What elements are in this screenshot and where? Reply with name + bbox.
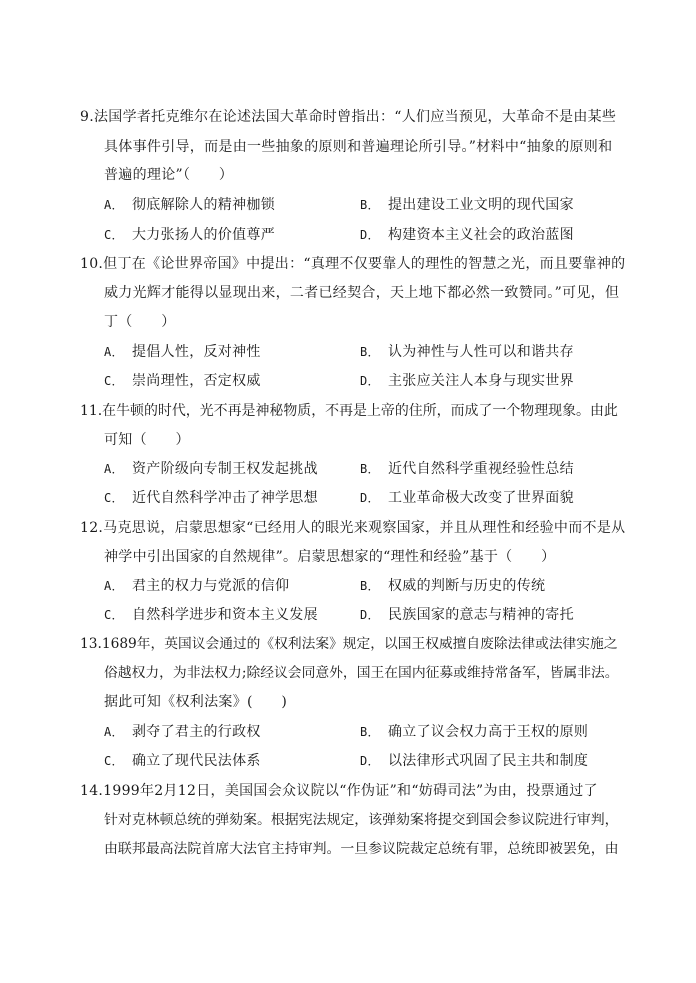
option-text: 工业革命极大改变了世界面貌 [388,490,574,506]
option-9-c [104,225,275,245]
option-9-b [360,195,574,215]
option-key: B． [360,345,380,359]
question-13-line-2: 俗越权力，为非法权力;除经议会同意外，国王在国内征募或维持常备军，皆属非法。 [104,665,619,681]
option-key: A． [104,462,124,476]
question-text: 但丁在《论世界帝国》中提出：“真理不仅要靠人的理性的智慧之光，而且要靠神的 [103,256,626,272]
question-11-line-1 [80,401,618,421]
option-text: 近代自然科学重视经验性总结 [388,461,574,477]
question-9-line-2: 具体事件引导，而是由一些抽象的原则和普遍理论所引导。”材料中“抽象的原则和 [104,139,613,155]
question-number: 10. [80,256,104,272]
option-key: B． [360,462,380,476]
option-13-b [360,722,588,742]
option-key: D． [360,228,380,242]
question-14-line-2: 针对克林顿总统的弹劾案。根据宪法规定，该弹劾案将提交到国会参议院进行审判， [104,812,619,828]
question-10-line-3: 丁（ ） [104,314,176,330]
question-14-line-3: 由联邦最高法院首席大法官主持审判。一旦参议院裁定总统有罪，总统即被罢免，由 [104,841,619,857]
option-10-c [104,371,261,391]
question-10-line-2: 威力光辉才能得以显现出来，二者已经契合，天上地下都必然一致赞同。”可见，但 [104,285,620,301]
option-text: 近代自然科学冲击了神学思想 [132,490,318,506]
option-10-d [360,371,574,391]
option-key: B． [360,579,380,593]
option-text: 构建资本主义社会的政治蓝图 [388,227,574,243]
option-key: B． [360,198,380,212]
option-9-d [360,225,574,245]
option-text: 提出建设工业文明的现代国家 [388,197,574,213]
option-text: 权威的判断与历史的传统 [388,578,546,594]
question-text: 法国学者托克维尔在论述法国大革命时曾指出：“人们应当预见，大革命不是由某些 [93,109,617,125]
question-text: 1999年2月12日，美国国会众议院以“作伪证”和“妨碍司法”为由，投票通过了 [103,783,598,799]
option-key: A． [104,579,124,593]
option-text: 确立了现代民法体系 [132,753,261,769]
option-key: D． [360,491,380,505]
option-text: 大力张扬人的价值尊严 [132,227,275,243]
option-11-b [360,459,574,479]
option-text: 君主的权力与党派的信仰 [132,578,290,594]
question-10-line-1 [80,254,625,274]
option-10-a [104,342,261,362]
option-key: B． [360,725,380,739]
option-text: 以法律形式巩固了民主共和制度 [388,753,589,769]
option-text: 彻底解除人的精神枷锁 [132,197,275,213]
option-11-c [104,488,318,508]
question-number: 11. [80,403,103,419]
option-12-c [104,605,318,625]
option-key: C． [104,754,124,768]
option-key: C． [104,608,124,622]
question-number: 12. [80,520,104,536]
option-11-d [360,488,574,508]
option-key: C． [104,491,124,505]
question-9-line-1 [80,107,616,127]
option-key: A． [104,198,124,212]
question-9-line-3: 普遍的理论”（ ） [104,167,234,183]
option-text: 认为神性与人性可以和谐共存 [388,344,574,360]
question-12-line-1 [80,518,625,538]
option-text: 资产阶级向专制王权发起挑战 [132,461,318,477]
option-key: C． [104,374,124,388]
option-key: C． [104,228,124,242]
option-key: D． [360,754,380,768]
option-text: 自然科学进步和资本主义发展 [132,607,318,623]
question-number: 14. [80,783,104,799]
question-number: 9. [80,109,94,125]
option-text: 剥夺了君主的行政权 [132,724,261,740]
option-text: 提倡人性，反对神性 [132,344,261,360]
option-12-b [360,576,545,596]
option-13-a [104,722,261,742]
question-12-line-2: 神学中引出国家的自然规律”。启蒙思想家的“理性和经验”基于（ ） [104,549,556,565]
option-text: 民族国家的意志与精神的寄托 [388,607,574,623]
option-text: 确立了议会权力高于王权的原则 [388,724,589,740]
question-text: 1689年，英国议会通过的《权利法案》规定，以国王权威擅自废除法律或法律实施之 [101,636,618,652]
option-13-c [104,751,261,771]
question-13-line-3: 据此可知《权利法案》( ) [104,694,288,710]
question-number: 13. [80,636,102,652]
option-key: A． [104,345,124,359]
option-text: 主张应关注人本身与现实世界 [388,373,574,389]
option-key: D． [360,374,380,388]
option-12-a [104,576,289,596]
question-text: 马克思说，启蒙思想家“已经用人的眼光来观察国家，并且从理性和经验中而不是从 [103,520,626,536]
question-text: 在牛顿的时代，光不再是神秘物质，不再是上帝的住所，而成了一个物理现象。由此 [102,403,618,419]
option-13-d [360,751,588,771]
option-key: D． [360,608,380,622]
option-10-b [360,342,574,362]
option-9-a [104,195,275,215]
option-12-d [360,605,574,625]
option-11-a [104,459,318,479]
question-14-line-1 [80,781,598,801]
question-11-line-2: 可知（ ） [104,432,190,448]
option-key: A． [104,725,124,739]
option-text: 崇尚理性，否定权威 [132,373,261,389]
question-13-line-1 [80,634,618,654]
